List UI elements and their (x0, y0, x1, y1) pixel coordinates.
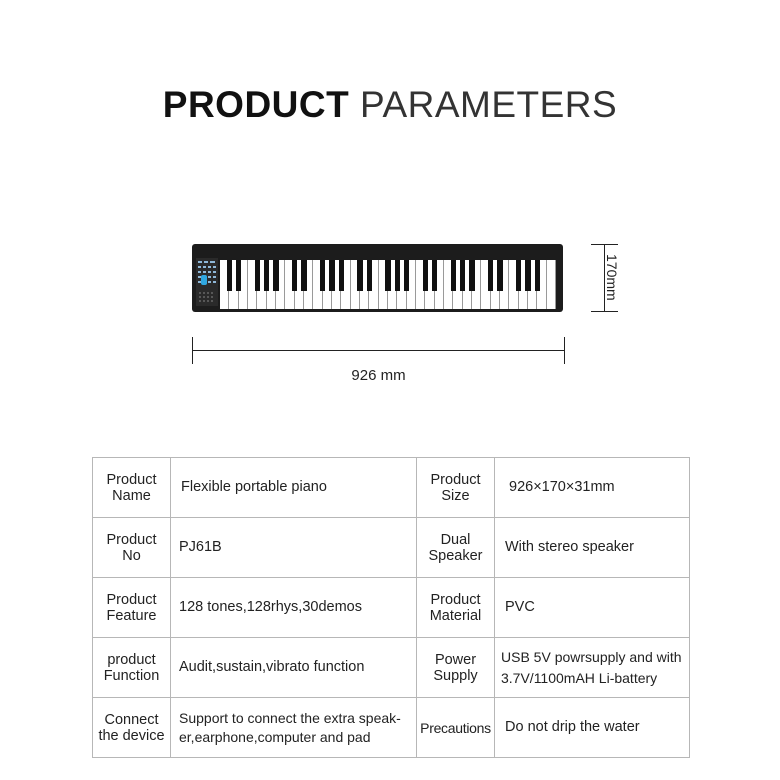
table-row (93, 698, 690, 758)
label-power-supply: Power Supply (417, 638, 495, 698)
black-key (320, 260, 326, 291)
value-dual-speaker: With stereo speaker (495, 518, 690, 578)
table-row (93, 638, 690, 698)
black-key (264, 260, 270, 291)
black-key (535, 260, 541, 291)
width-dimension-line (192, 350, 565, 351)
label-product-no: Product No (93, 518, 171, 578)
label-product-size: Product Size (417, 458, 495, 518)
black-key (488, 260, 494, 291)
title-bold: PRODUCT (162, 84, 350, 125)
black-key (385, 260, 391, 291)
black-key (469, 260, 475, 291)
title-light: PARAMETERS (360, 84, 618, 125)
value-product-name: Flexible portable piano (171, 458, 417, 518)
black-key (227, 260, 233, 291)
value-product-material: PVC (495, 578, 690, 638)
page-title (0, 84, 780, 126)
table-row (93, 458, 690, 518)
black-key (367, 260, 373, 291)
black-key (357, 260, 363, 291)
black-key (273, 260, 279, 291)
black-key (451, 260, 457, 291)
height-dimension-cap-bottom (591, 311, 618, 312)
value-product-feature: 128 tones,128rhys,30demos (171, 578, 417, 638)
white-key (547, 260, 556, 309)
control-panel (196, 258, 218, 306)
label-product-name: Product Name (93, 458, 171, 518)
value-precautions: Do not drip the water (495, 698, 690, 758)
black-key (497, 260, 503, 291)
label-precautions: Precautions (417, 698, 495, 758)
black-key (432, 260, 438, 291)
black-key (516, 260, 522, 291)
label-product-feature: Product Feature (93, 578, 171, 638)
keyboard-keys (220, 260, 556, 309)
piano-illustration (192, 244, 563, 312)
height-label: 170mm (604, 254, 620, 301)
black-key (292, 260, 298, 291)
black-key (329, 260, 335, 291)
black-key (339, 260, 345, 291)
width-label: 926 mm (351, 367, 406, 384)
table-row (93, 578, 690, 638)
value-power-supply: USB 5V powrsupply and with 3.7V/1100mAH Li-battery (495, 638, 690, 698)
black-key (301, 260, 307, 291)
black-key (236, 260, 242, 291)
height-dimension-cap-top (591, 244, 618, 245)
black-key (255, 260, 261, 291)
value-connect-device: Support to connect the extra speak- er,earphone,computer and pad (171, 698, 417, 758)
label-connect-device: Connect the device (93, 698, 171, 758)
black-key (460, 260, 466, 291)
table-row (93, 518, 690, 578)
black-key (525, 260, 531, 291)
label-product-function: product Function (93, 638, 171, 698)
value-product-function: Audit,sustain,vibrato function (171, 638, 417, 698)
black-key (423, 260, 429, 291)
black-key (395, 260, 401, 291)
label-product-material: Product Material (417, 578, 495, 638)
black-key (404, 260, 410, 291)
label-dual-speaker: Dual Speaker (417, 518, 495, 578)
value-product-size: 926×170×31mm (495, 458, 690, 518)
width-dimension-cap-right (564, 337, 565, 364)
value-product-no: PJ61B (171, 518, 417, 578)
width-dimension-cap-left (192, 337, 193, 364)
parameters-table (92, 457, 690, 758)
